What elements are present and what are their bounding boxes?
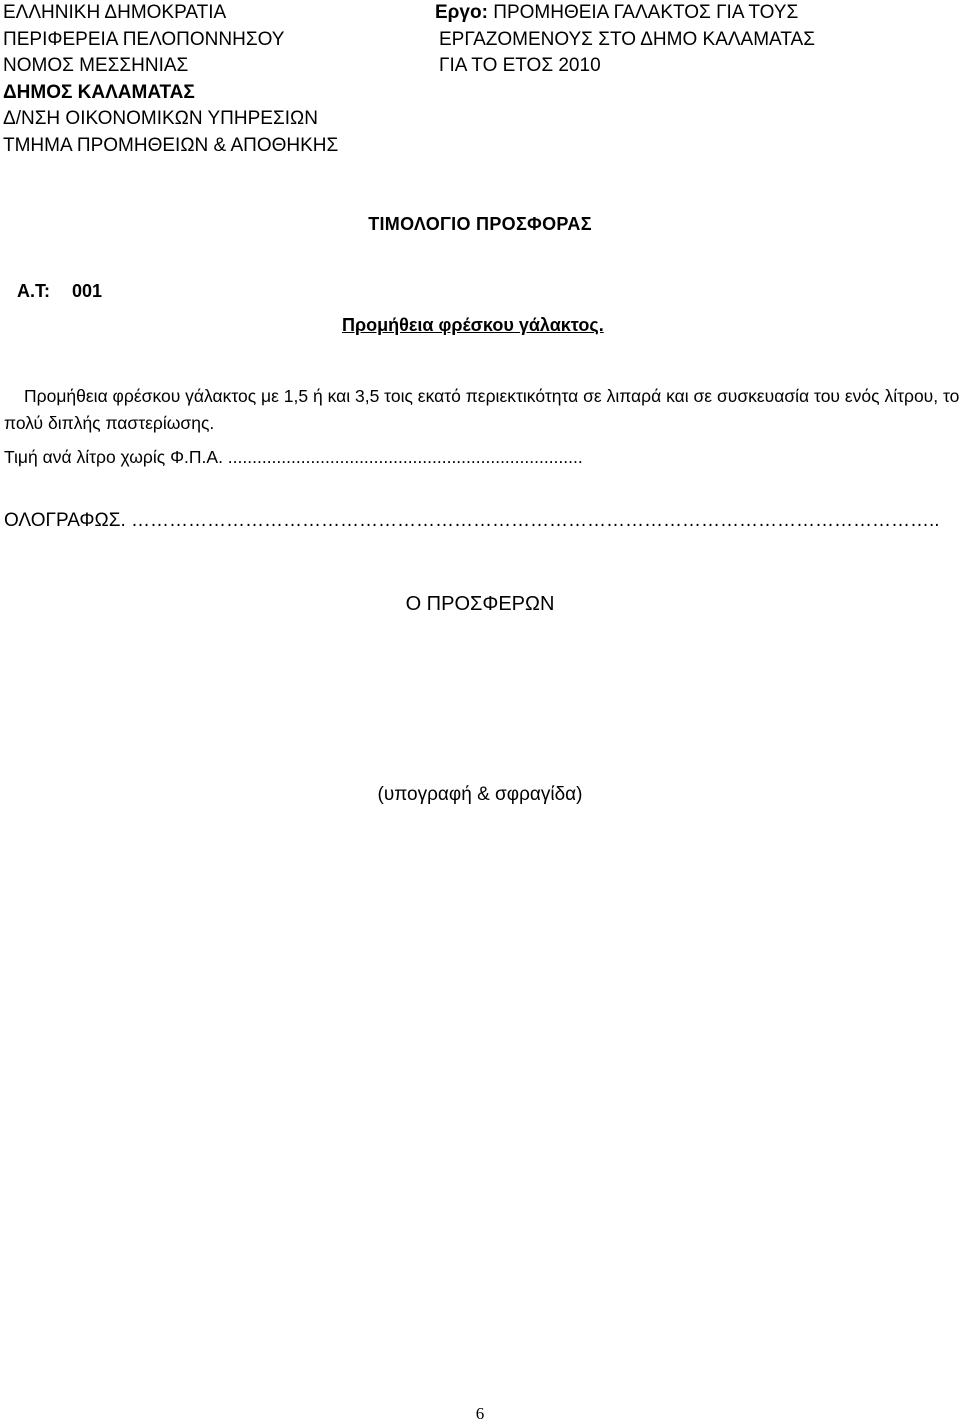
issuer-line-region: ΠΕΡΙΦΕΡΕΙΑ ΠΕΛΟΠΟΝΝΗΣΟΥ	[3, 28, 285, 50]
project-title-part-1: ΠΡΟΜΗΘΕΙΑ ΓΑΛΑΚΤΟΣ ΓΙΑ ΤΟΥΣ	[493, 2, 799, 23]
issuer-line-department: ΤΜΗΜΑ ΠΡΟΜΗΘΕΙΩΝ & ΑΠΟΘΗΚΗΣ	[3, 134, 339, 156]
issuer-line-republic: ΕΛΛΗΝΙΚΗ ΔΗΜΟΚΡΑΤΙΑ	[3, 2, 227, 23]
item-subject: Προμήθεια φρέσκου γάλακτος.	[342, 315, 604, 335]
issuer-line-prefecture: ΝΟΜΟΣ ΜΕΣΣΗΝΙΑΣ	[3, 55, 189, 77]
project-line-1	[435, 0, 815, 27]
item-code-label: Α.Τ:	[17, 281, 51, 301]
document-title: ΤΙΜΟΛΟΓΙΟ ΠΡΟΣΦΟΡΑΣ	[368, 214, 592, 234]
project-block	[435, 0, 815, 80]
price-per-litre-line: Τιμή ανά λίτρο χωρίς Φ.Π.Α. .........................................................................	[4, 447, 583, 467]
amount-in-words-line: ΟΛΟΓΡΑΦΩΣ. ………………………………………………………………………………………………………………..	[4, 510, 940, 531]
issuer-block	[3, 0, 338, 160]
item-description: Προμήθεια φρέσκου γάλακτος με 1,5 ή και 3,5 τοις εκατό περιεκτικότητα σε λιπαρά και σε συσκευασία του ενός λίτρου, το πολύ διπλής παστερίωσης.	[4, 386, 960, 433]
issuer-line-directorate: Δ/ΝΣΗ ΟΙΚΟΝΟΜΙΚΩΝ ΥΠΗΡΕΣΙΩΝ	[3, 108, 318, 130]
item-code-value: 001	[72, 281, 103, 301]
signature-note: (υπογραφή & σφραγίδα)	[377, 784, 583, 805]
project-label: Εργο:	[435, 2, 488, 23]
project-line-2: ΕΡΓΑΖΟΜΕΝΟΥΣ ΣΤΟ ΔΗΜΟ ΚΑΛΑΜΑΤΑΣ	[439, 28, 815, 50]
project-line-3: ΓΙΑ ΤΟ ΕΤΟΣ 2010	[439, 55, 601, 77]
issuer-line-municipality: ΔΗΜΟΣ ΚΑΛΑΜΑΤΑΣ	[3, 81, 195, 103]
page-number: 6	[475, 1404, 485, 1423]
item-code-row	[17, 281, 102, 302]
offerer-label: Ο ΠΡΟΣΦΕΡΩΝ	[405, 593, 555, 615]
